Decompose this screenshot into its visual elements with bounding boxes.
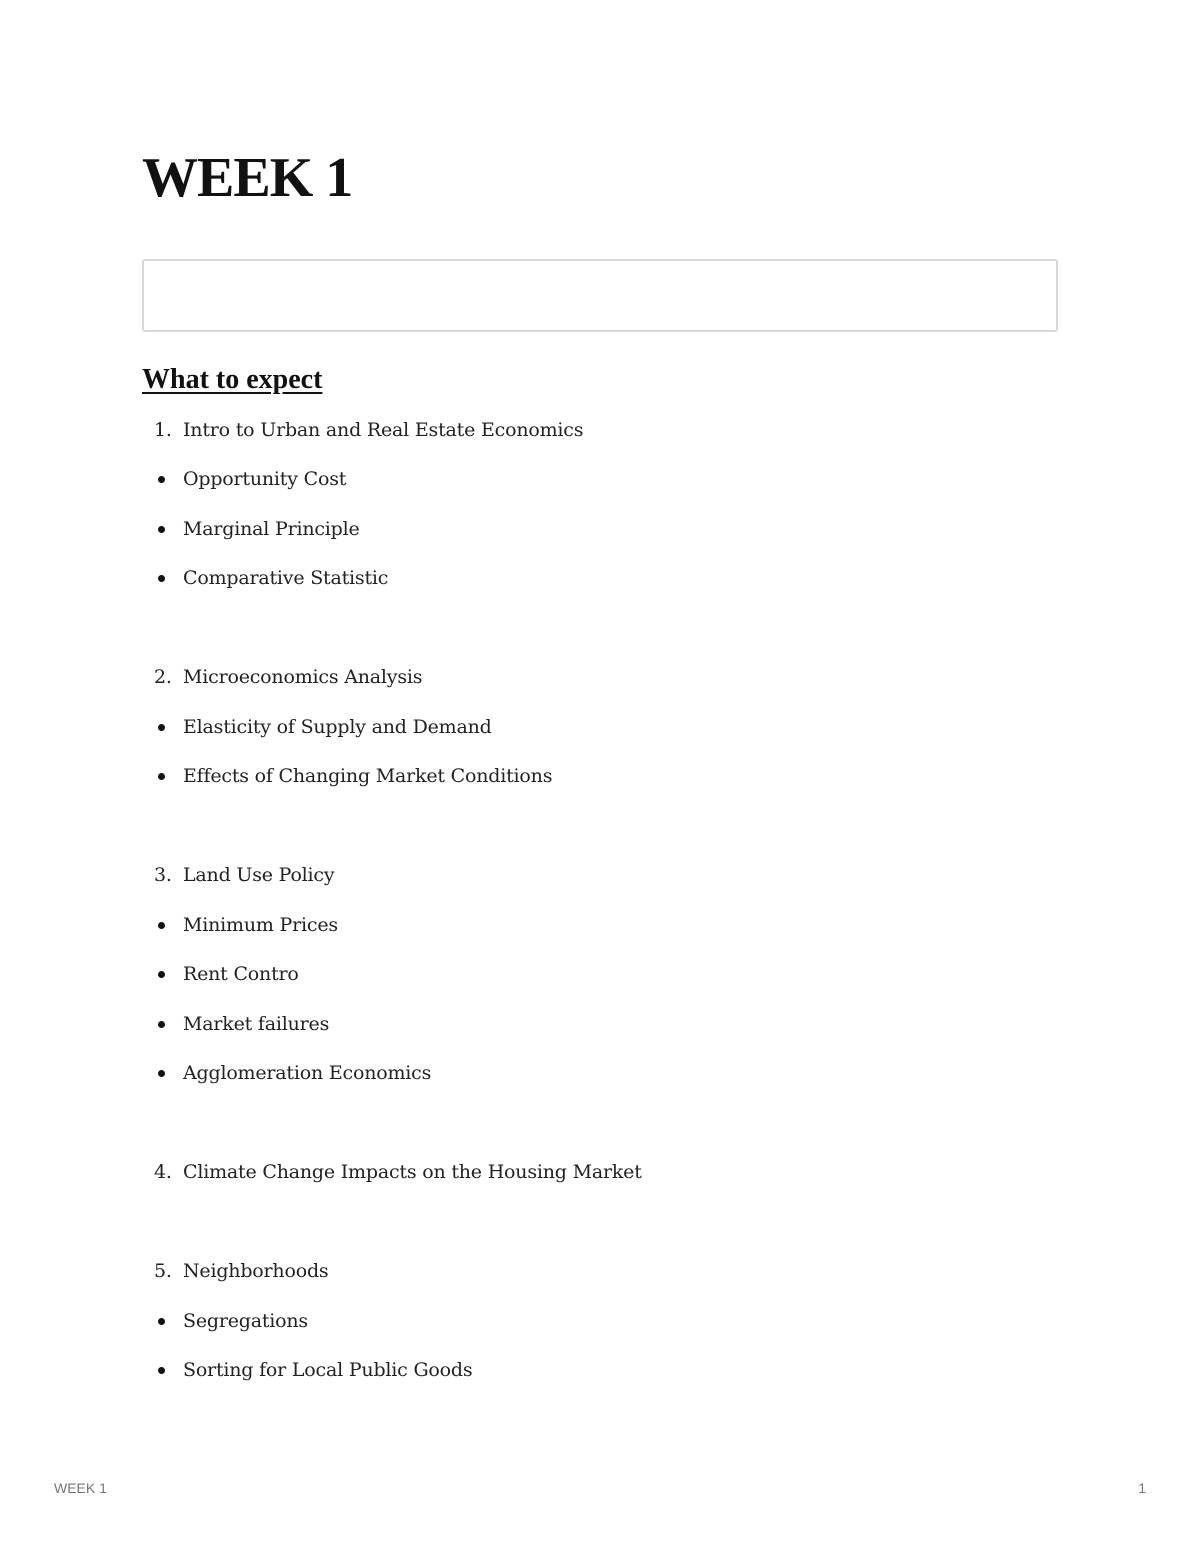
list-item-text: Intro to Urban and Real Estate Economics: [183, 418, 584, 441]
numbered-list-item: [150, 405, 1050, 455]
bullet-icon: [158, 971, 165, 978]
bullet-list-item: [150, 752, 1050, 802]
list-item-text: Sorting for Local Public Goods: [183, 1359, 473, 1382]
list-number: 1.: [154, 418, 172, 441]
list-item-text: Opportunity Cost: [183, 468, 347, 491]
list-item-text: Climate Change Impacts on the Housing Market: [183, 1161, 642, 1184]
bullet-icon: [158, 1021, 165, 1028]
bullet-icon: [158, 1367, 165, 1374]
numbered-list-item: [150, 1247, 1050, 1297]
list-item-text: Minimum Prices: [183, 913, 338, 936]
list-item-text: Segregations: [183, 1309, 308, 1332]
bullet-icon: [158, 773, 165, 780]
bullet-icon: [158, 575, 165, 582]
list-number: 2.: [154, 666, 172, 689]
bullet-list-item: [150, 554, 1050, 604]
list-item-text: Rent Contro: [183, 963, 299, 986]
list-item-text: Land Use Policy: [183, 864, 335, 887]
bullet-icon: [158, 476, 165, 483]
bullet-list-item: [150, 455, 1050, 505]
section-heading: What to expect: [142, 364, 323, 395]
list-number: 5.: [154, 1260, 172, 1283]
list-item-text: Neighborhoods: [183, 1260, 329, 1283]
bullet-list-item: [150, 1049, 1050, 1099]
outline-spacer: [150, 1098, 1050, 1148]
bullet-list-item: [150, 504, 1050, 554]
outline-list: [150, 405, 1050, 1395]
list-item-text: Microeconomics Analysis: [183, 666, 423, 689]
empty-callout-box: [142, 259, 1058, 332]
numbered-list-item: [150, 851, 1050, 901]
list-item-text: Agglomeration Economics: [183, 1062, 432, 1085]
bullet-icon: [158, 1318, 165, 1325]
page-title: WEEK 1: [142, 147, 353, 209]
footer-document-title: WEEK 1: [54, 1480, 107, 1496]
bullet-list-item: [150, 702, 1050, 752]
list-number: 4.: [154, 1161, 172, 1184]
bullet-icon: [158, 526, 165, 533]
list-item-text: Elasticity of Supply and Demand: [183, 715, 492, 738]
bullet-list-item: [150, 1296, 1050, 1346]
list-item-text: Comparative Statistic: [183, 567, 389, 590]
outline-spacer: [150, 603, 1050, 653]
bullet-list-item: [150, 999, 1050, 1049]
bullet-list-item: [150, 950, 1050, 1000]
list-item-text: Marginal Principle: [183, 517, 360, 540]
bullet-icon: [158, 724, 165, 731]
bullet-icon: [158, 922, 165, 929]
outline-spacer: [150, 801, 1050, 851]
bullet-list-item: [150, 1346, 1050, 1396]
bullet-icon: [158, 1070, 165, 1077]
footer-page-number: 1: [1138, 1480, 1146, 1496]
outline-spacer: [150, 1197, 1050, 1247]
numbered-list-item: [150, 653, 1050, 703]
list-item-text: Effects of Changing Market Conditions: [183, 765, 553, 788]
bullet-list-item: [150, 900, 1050, 950]
list-item-text: Market failures: [183, 1012, 330, 1035]
numbered-list-item: [150, 1148, 1050, 1198]
list-number: 3.: [154, 864, 172, 887]
